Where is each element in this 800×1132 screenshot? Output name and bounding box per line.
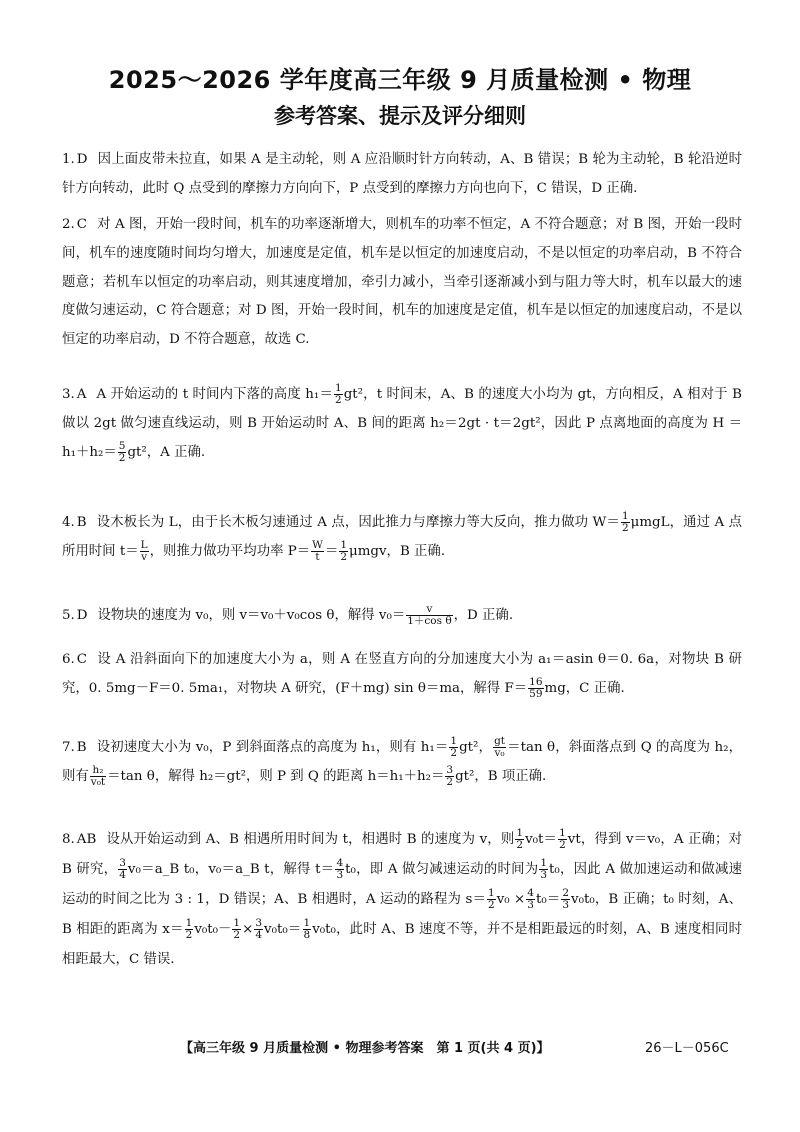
- fraction: [558, 828, 567, 851]
- numerator: 2: [562, 887, 570, 899]
- fraction: [528, 677, 543, 700]
- fraction: [561, 888, 570, 911]
- answer-item-8: [62, 825, 742, 975]
- fraction: [406, 604, 452, 627]
- denominator: t: [315, 550, 320, 563]
- explanation-text: ，则推力做功平均功率 P＝: [149, 543, 311, 559]
- answer-item-6: [62, 646, 742, 704]
- explanation-text: v₀＝a_B t₀，v₀＝a_B t，解得 t＝: [127, 862, 335, 877]
- fraction: [140, 540, 149, 563]
- denominator: 2: [450, 747, 458, 759]
- explanation-text: ＝tan θ，斜面落点到 Q 的高度为 h₂，则有: [62, 740, 742, 784]
- answer-letter: B: [76, 740, 87, 755]
- question-number: 2.: [62, 217, 75, 232]
- denominator: v₀: [494, 747, 505, 759]
- numerator: 3: [446, 763, 454, 776]
- denominator: 3: [562, 899, 570, 911]
- numerator: 1: [303, 917, 311, 929]
- numerator: 4: [336, 857, 344, 869]
- numerator: v: [406, 604, 452, 616]
- fraction: [449, 736, 458, 759]
- answer-letter: B: [76, 515, 87, 530]
- fraction: [445, 765, 454, 788]
- denominator: 2: [446, 775, 454, 788]
- document-code: 26－L－056C: [645, 1041, 729, 1056]
- explanation-text: 设 A 沿斜面向下的加速度大小为 a，则 A 在竖直方向的分加速度大小为 a₁＝asin θ＝0. 6a，对物块 B 研究，0. 5mg－F＝0. 5ma₁，对物块 A 研究，(F＋mg) sin θ＝ma，解得 F＝: [62, 652, 742, 696]
- denominator: 8: [303, 929, 311, 941]
- explanation-text: gt²，B 项正确.: [455, 768, 547, 784]
- numerator: 5: [118, 439, 126, 452]
- question-number: 1.: [62, 152, 75, 167]
- answer-item-7: [62, 734, 742, 792]
- explanation-text: μmgv，B 正确.: [349, 543, 446, 559]
- answer-item-4: [62, 509, 742, 567]
- fraction: [311, 540, 324, 563]
- numerator: 1: [621, 510, 629, 522]
- question-number: 6.: [62, 652, 75, 667]
- fraction: [303, 918, 312, 941]
- answer-letter: D: [76, 608, 88, 623]
- denominator: v: [141, 550, 148, 563]
- answer-letter: D: [76, 152, 88, 167]
- explanation-text: ×: [242, 922, 254, 937]
- denominator: 2: [335, 394, 342, 406]
- question-number: 4.: [62, 515, 75, 530]
- explanation-text: 设初速度大小为 v₀，P 到斜面落点的高度为 h₁，则有 h₁＝: [96, 740, 449, 755]
- numerator: L: [140, 538, 148, 551]
- answer-item-2: [62, 211, 742, 355]
- denominator: 2: [559, 839, 566, 851]
- explanation-text: 因上面皮带未拉直，如果 A 是主动轮，则 A 应沿顺时针方向转动，A、B 错误；B 轮为主动轮，B 轮沿逆时针方向转动，此时 Q 点受到的摩擦力方向向下，P 点受到的摩擦力方向也向下，C 错误，D 正确.: [62, 152, 742, 196]
- explanation-text: 设木板长为 L，由于长木板匀速通过 A 点，因此推力与摩擦力等大反向，推力做功 W＝: [96, 515, 620, 530]
- answer-item-5: [62, 602, 742, 631]
- fraction: [515, 828, 524, 851]
- numerator: 1: [450, 735, 458, 747]
- page-footer: 【高三年级 9 月质量检测 • 物理参考答案 第 1 页(共 4 页)】: [180, 1041, 550, 1056]
- denominator: 3: [527, 899, 534, 911]
- denominator: 2: [185, 929, 193, 941]
- explanation-text: t₀，即 A 做匀减速运动的时间为: [345, 862, 539, 877]
- explanation-text: 设从开始运动到 A、B 相遇所用时间为 t，相遇时 B 的速度为 v，则: [106, 832, 515, 847]
- numerator: 1: [516, 827, 524, 839]
- explanation-text: ＝: [324, 543, 339, 559]
- explanation-text: v₀t₀，B 正确；t₀ 时刻，A、B 相距的距离为 x＝: [62, 892, 742, 937]
- fraction: [487, 888, 496, 911]
- fraction: [118, 858, 127, 881]
- fraction: [185, 918, 194, 941]
- explanation-text: ＝tan θ，解得 h₂＝gt²，则 P 到 Q 的距离 h＝h₁＋h₂＝: [107, 768, 445, 784]
- numerator: 1: [335, 382, 342, 394]
- question-number: 7.: [62, 740, 75, 755]
- explanation-text: vt，得到 v＝v₀，A 正确；对 B 研究，: [62, 832, 742, 877]
- explanation-text: v₀t₀，此时 A、B 速度不等，并不是相距最远的时刻，A、B 速度相同时相距最大，C 错误.: [62, 922, 742, 967]
- answer-letter: AB: [76, 832, 97, 847]
- denominator: 3: [336, 869, 344, 881]
- fraction: [254, 918, 263, 941]
- denominator: 2: [621, 522, 629, 534]
- page-title: 2025～2026 学年度高三年级 9 月质量检测 • 物理: [108, 66, 692, 94]
- numerator: 1: [185, 917, 193, 929]
- fraction: [118, 441, 127, 464]
- explanation-text: A 开始运动的 t 时间内下落的高度 h₁＝: [96, 387, 333, 402]
- denominator: 4: [255, 929, 263, 941]
- numerator: 16: [529, 675, 543, 688]
- explanation-text: 对 A 图，开始一段时间，机车的功率逐渐增大，则机车的功率不恒定，A 不符合题意；对 B 图，开始一段时间，机车的速度随时间均匀增大，加速度是定值，机车是以恒定的加速度启动，不是以恒定的功率启动，B 不符合题意；若机车以恒定的功率启动，则其速度增加，牵引力减小，当牵引逐渐减小到与阻力等大时，机车以最大的速度做匀速运动，C 符合题意；对 D 图，开始一段时间，机车的加速度是定值，机车是以恒定的加速度启动，不是以恒定的功率启动，D 不符合题意，故选 C.: [62, 217, 742, 348]
- fraction: [232, 918, 241, 941]
- fraction: [335, 858, 344, 881]
- numerator: h₂: [90, 765, 106, 777]
- explanation-text: v₀t₀－: [194, 922, 232, 937]
- question-number: 5.: [62, 608, 75, 623]
- denominator: 59: [529, 687, 543, 700]
- fraction: [334, 383, 343, 406]
- question-number: 8.: [62, 832, 75, 847]
- numerator: 1: [233, 917, 241, 929]
- fraction: [90, 765, 106, 788]
- denominator: 2: [488, 899, 495, 911]
- explanation-text: gt²，A 正确.: [127, 444, 206, 460]
- numerator: 1: [559, 827, 566, 839]
- numerator: 4: [527, 887, 534, 899]
- denominator: 4: [119, 869, 126, 881]
- explanation-text: μmgL，通过 A 点所用时间 t＝: [62, 515, 742, 559]
- denominator: v₀t: [90, 775, 106, 788]
- numerator: W: [312, 538, 323, 551]
- answer-letter: C: [76, 652, 88, 667]
- answer-item-3: [62, 381, 742, 467]
- fraction: [621, 511, 630, 534]
- explanation-text: v₀t₀＝: [264, 922, 302, 937]
- fraction: [539, 858, 548, 881]
- explanation-text: 设物块的速度为 v₀，则 v＝v₀＋v₀cos θ，解得 v₀＝: [97, 608, 406, 623]
- denominator: 2: [340, 550, 348, 563]
- numerator: 1: [540, 857, 548, 869]
- answer-letter: A: [76, 387, 87, 402]
- explanation-text: t₀＝: [535, 892, 561, 907]
- explanation-text: t₀，因此 A 做加速运动和做减速运动的时间之比为 3 : 1，D 错误；A、B 相遇时，A 运动的路程为 s＝: [62, 862, 742, 907]
- explanation-text: gt²，t 时间末，A、B 的速度大小均为 gt，方向相反，A 相对于 B 做以 2gt 做匀速直线运动，则 B 开始运动时 A、B 间的距离 h₂＝2gt · t＝2gt²，因此 P 点离地面的高度为 H ＝h₁＋h₂＝: [62, 387, 742, 460]
- denominator: 2: [516, 839, 524, 851]
- denominator: 2: [118, 451, 126, 464]
- answer-letter: C: [76, 217, 88, 232]
- explanation-text: gt²，: [459, 740, 493, 755]
- fraction: [493, 736, 506, 759]
- page-subtitle: 参考答案、提示及评分细则: [274, 104, 526, 128]
- denominator: 2: [233, 929, 241, 941]
- fraction: [339, 540, 348, 563]
- numerator: 3: [255, 917, 263, 929]
- denominator: 1＋cos θ: [407, 615, 452, 627]
- fraction: [526, 888, 535, 911]
- explanation-text: v₀t＝: [525, 832, 558, 847]
- explanation-text: v₀ ×: [496, 892, 526, 907]
- question-number: 3.: [62, 387, 75, 402]
- numerator: 3: [119, 857, 126, 869]
- answer-item-1: [62, 146, 742, 204]
- numerator: gt: [494, 735, 506, 747]
- denominator: 3: [540, 869, 548, 881]
- explanation-text: ，D 正确.: [453, 608, 514, 623]
- numerator: 1: [488, 887, 495, 899]
- numerator: 1: [340, 538, 348, 551]
- explanation-text: mg，C 正确.: [544, 680, 625, 696]
